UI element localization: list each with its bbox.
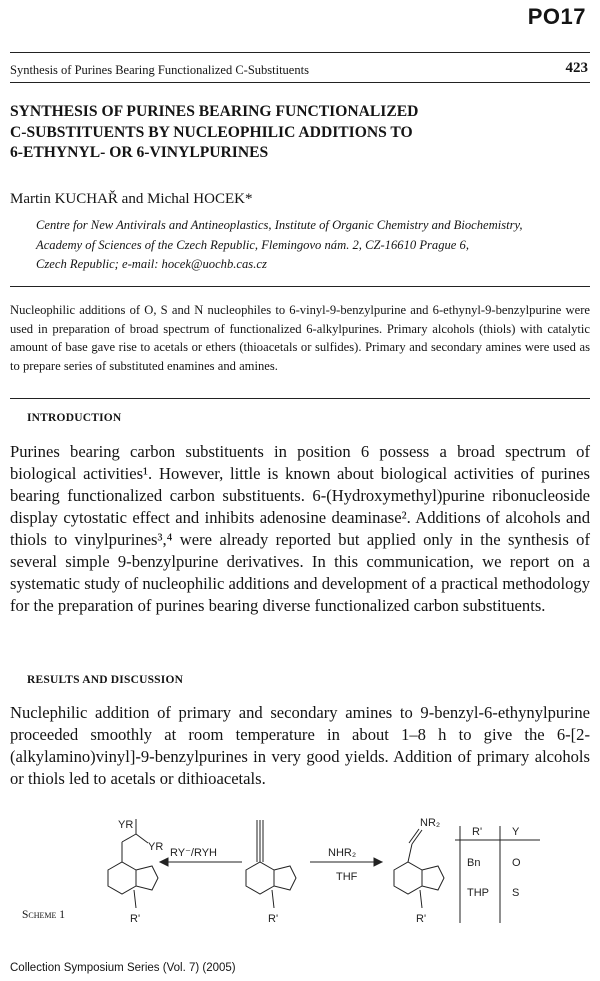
results-heading: RESULTS AND DISCUSSION xyxy=(27,674,184,686)
introduction-paragraph: Purines bearing carbon substituents in position 6 possess a broad spectrum of biological activities¹. However, little is known about biological activities of purines bearing functionalized carbon substituents. 6-(Hydroxymethyl)purine ribonucleoside display cytostatic effect and inhibits adenosine deaminase². Additions of alcohols and thiols to vinylpurines³,⁴ were already reported but applied only in the synthesis of several simple 9-benzylpurine derivatives. In this communication, we report on a systematic study of nucleophilic additions and development of a practical methodology for the preparation of purines bearing diverse functionalized carbon substituents. xyxy=(10,442,590,615)
table-cell-y-1: O xyxy=(512,857,521,869)
left-pyrimidine-ring xyxy=(108,862,136,894)
right-arrow-reagent: NHR₂ xyxy=(328,847,357,859)
introduction-heading: INTRODUCTION xyxy=(27,412,122,424)
header-rule-top xyxy=(10,52,590,53)
poster-code: PO17 xyxy=(527,4,586,29)
left-substituent-label: YR xyxy=(118,819,134,831)
right-pyrimidine-ring xyxy=(394,862,422,894)
header-rule-bottom xyxy=(10,82,590,83)
left-substituent-label-2: YR xyxy=(148,841,164,853)
title-line: C-SUBSTITUENTS BY NUCLEOPHILIC ADDITIONS TO xyxy=(10,123,413,141)
right-arrow-solvent: THF xyxy=(336,871,358,883)
affiliation-line: Czech Republic; e-mail: hocek@uochb.cas.cz xyxy=(36,257,267,271)
table-cell-y-2: S xyxy=(512,887,520,899)
center-imidazole-ring xyxy=(274,866,296,890)
right-imidazole-ring xyxy=(422,866,444,890)
vinyl-bond xyxy=(408,844,412,862)
page-number: 423 xyxy=(565,60,588,76)
right-substituent-label: NR₂ xyxy=(420,818,441,829)
abstract-rule-bottom xyxy=(10,398,590,399)
right-r-label: R' xyxy=(416,913,427,925)
results-paragraph: Nuclephilic addition of primary and secondary amines to 9-benzyl-6-ethynylpurine proceeded smoothly at room temperature in about 1–8 h to give the 6-[2-(alkylamino)vinyl]-9-benzylpurines in very good yields. Addition of primary alcohols or thiols led to acetals or dithioacetals. xyxy=(10,703,590,788)
table-header-r: R' xyxy=(472,826,483,838)
affiliation-line: Academy of Sciences of the Czech Republic, Flemingovo nám. 2, CZ-16610 Prague 6, xyxy=(36,237,469,252)
journal-footer: Collection Symposium Series (Vol. 7) (2005) xyxy=(10,962,236,974)
running-title: Synthesis of Purines Bearing Functionalized C-Substituents xyxy=(10,63,309,77)
table-cell-r-1: Bn xyxy=(467,857,481,869)
left-r-label: R' xyxy=(130,913,141,925)
table-header-y: Y xyxy=(512,826,520,838)
article-title xyxy=(10,102,570,164)
center-r-label: R' xyxy=(268,913,279,925)
author-list: Martin KUCHAŘ and Michal HOCEK* xyxy=(10,191,253,207)
left-arrow-reagent: RY⁻/RYH xyxy=(170,847,217,859)
title-line: 6-ETHYNYL- OR 6-VINYLPURINES xyxy=(10,144,269,161)
affiliation xyxy=(36,216,586,275)
scheme-label: Scheme 1 xyxy=(22,909,66,921)
abstract: Nucleophilic additions of O, S and N nucleophiles to 6-vinyl-9-benzylpurine and 6-ethynyl-9-benzylpurine were used in preparation of broad spectrum of functionalized 6-alkylpurines. Primary alcohols (thiols) with catalytic amount of base gave rise to acetals or ethers (thioacetals or sulfides). Primary and secondary amines were used as to prepare series of substituted enamines and amines. xyxy=(10,303,590,373)
left-imidazole-ring xyxy=(136,866,158,890)
results-text xyxy=(10,702,590,790)
scheme-1-figure xyxy=(60,818,570,928)
affiliation-line: Centre for New Antivirals and Antineoplastics, Institute of Organic Chemistry and Biochemistry, xyxy=(36,218,523,232)
title-line: SYNTHESIS OF PURINES BEARING FUNCTIONALIZED xyxy=(10,103,419,120)
table-cell-r-2: THP xyxy=(467,887,489,899)
abstract-rule-top xyxy=(10,286,590,287)
center-pyrimidine-ring xyxy=(246,862,274,894)
introduction-text xyxy=(10,441,590,617)
